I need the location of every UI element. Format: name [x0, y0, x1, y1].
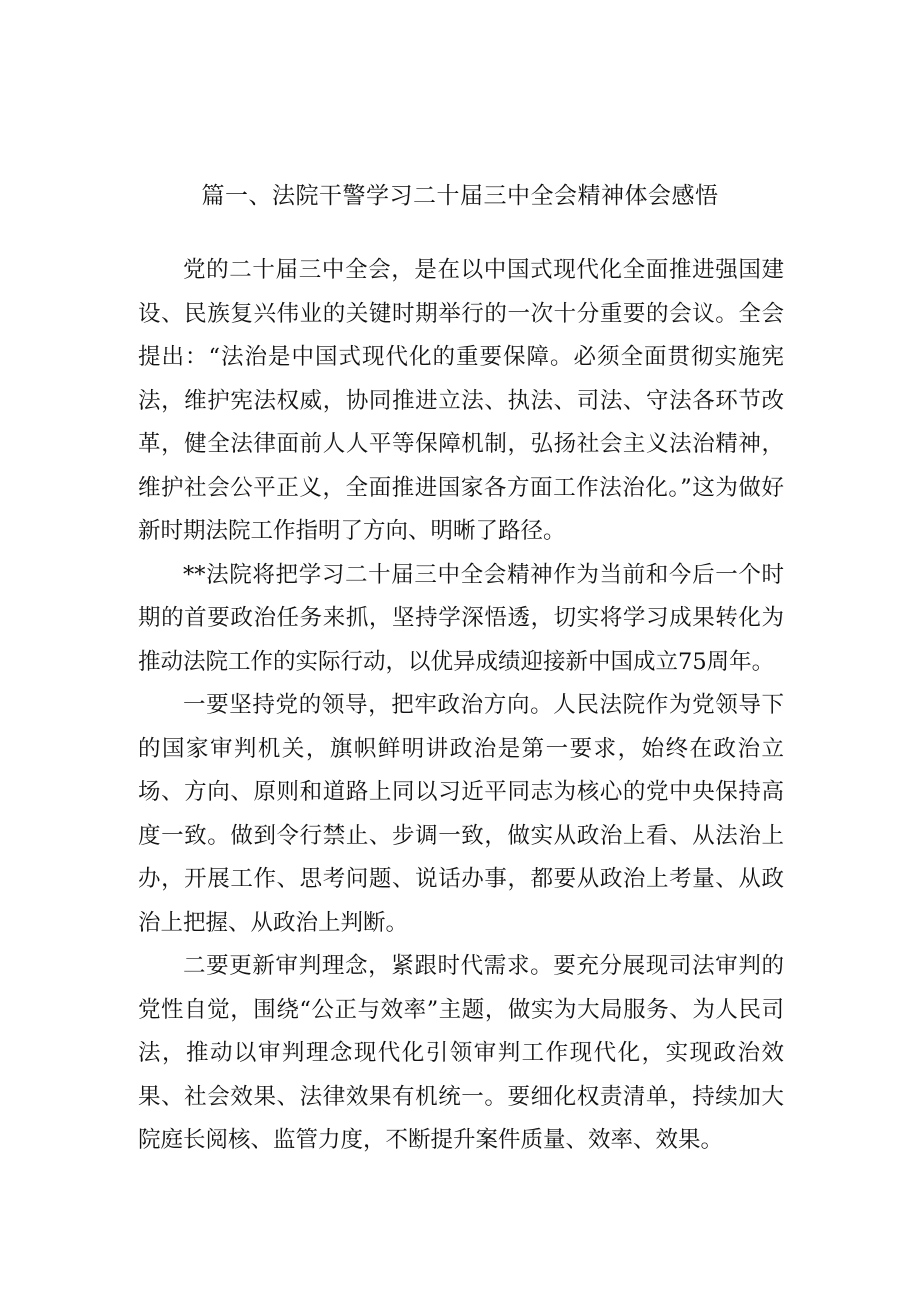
paragraph: **法院将把学习二十届三中全会精神作为当前和今后一个时期的首要政治任务来抓，坚持学深悟透，切实将学习成果转化为推动法院工作的实际行动，以优异成绩迎接新中国成立75周年。 [138, 561, 784, 675]
document-title: 篇一、法院干警学习二十届三中全会精神体会感悟 [201, 183, 719, 209]
paragraph: 一要坚持党的领导，把牢政治方向。人民法院作为党领导下的国家审判机关，旗帜鲜明讲政治是第一要求，始终在政治立场、方向、原则和道路上同以习近平同志为核心的党中央保持高度一致。做到令行禁止、步调一致，做实从政治上看、从法治上办，开展工作、思考问题、说话办事，都要从政治上考量、从政治上把握、从政治上判断。 [138, 692, 784, 936]
paragraph: 二要更新审判理念，紧跟时代需求。要充分展现司法审判的党性自觉，围绕“公正与效率”主题，做实为大局服务、为人民司法，推动以审判理念现代化引领审判工作现代化，实现政治效果、社会效果、法律效果有机统一。要细化权责清单，持续加大院庭长阅核、监管力度，不断提升案件质量、效率、效果。 [138, 953, 784, 1153]
document-body [138, 249, 784, 1163]
paragraph: 党的二十届三中全会，是在以中国式现代化全面推进强国建设、民族复兴伟业的关键时期举行的一次十分重要的会议。全会提出：“法治是中国式现代化的重要保障。必须全面贯彻实施宪法，维护宪法权威，协同推进立法、执法、司法、守法各环节改革，健全法律面前人人平等保障机制，弘扬社会主义法治精神，维护社会公平正义，全面推进国家各方面工作法治化。”这为做好新时期法院工作指明了方向、明晰了路径。 [138, 257, 784, 544]
